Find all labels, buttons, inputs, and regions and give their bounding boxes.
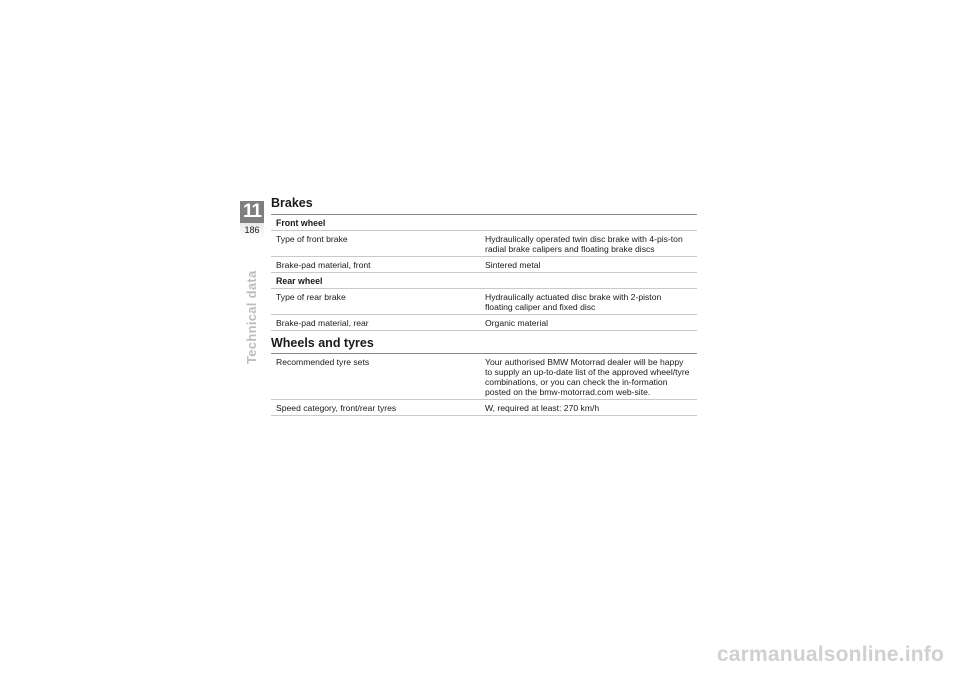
chapter-tab xyxy=(240,201,264,239)
row-label: Brake-pad material, rear xyxy=(276,318,369,328)
section-title-wheels-and-tyres: Wheels and tyres xyxy=(271,336,374,350)
brakes-table xyxy=(271,214,697,331)
table-row xyxy=(271,231,697,257)
row-label: Type of front brake xyxy=(276,234,348,244)
table-row xyxy=(271,257,697,273)
table-row xyxy=(271,400,697,416)
row-label: Speed category, front/rear tyres xyxy=(276,403,397,413)
page-number: 186 xyxy=(244,225,260,235)
row-value: Hydraulically actuated disc brake with 2-piston floating caliper and fixed disc xyxy=(485,292,662,312)
chapter-number: 11 xyxy=(240,201,264,223)
row-label: Brake-pad material, front xyxy=(276,260,371,270)
row-label: Type of rear brake xyxy=(276,292,346,302)
side-label-text: Technical data xyxy=(244,270,259,364)
row-value: Your authorised BMW Motorrad dealer will be happy to supply an up-to-date list of the approved wheel/tyre combinations, or you can check the in-formation posted on the bmw-motorrad.com web-site. xyxy=(485,357,690,397)
table-row xyxy=(271,315,697,331)
row-label: Recommended tyre sets xyxy=(276,357,370,367)
row-value: W, required at least: 270 km/h xyxy=(485,403,600,413)
table-row xyxy=(271,289,697,315)
row-value: Organic material xyxy=(485,318,549,328)
row-value: Sintered metal xyxy=(485,260,541,270)
row-value: Hydraulically operated twin disc brake with 4-pis-ton radial brake calipers and floating brake discs xyxy=(485,234,683,254)
table-row xyxy=(271,354,697,400)
watermark: carmanualsonline.info xyxy=(716,643,944,666)
group-title-rear-wheel: Rear wheel xyxy=(271,273,697,289)
wheels-table xyxy=(271,353,697,416)
section-title-brakes: Brakes xyxy=(271,196,313,210)
group-title-front-wheel: Front wheel xyxy=(271,215,697,231)
